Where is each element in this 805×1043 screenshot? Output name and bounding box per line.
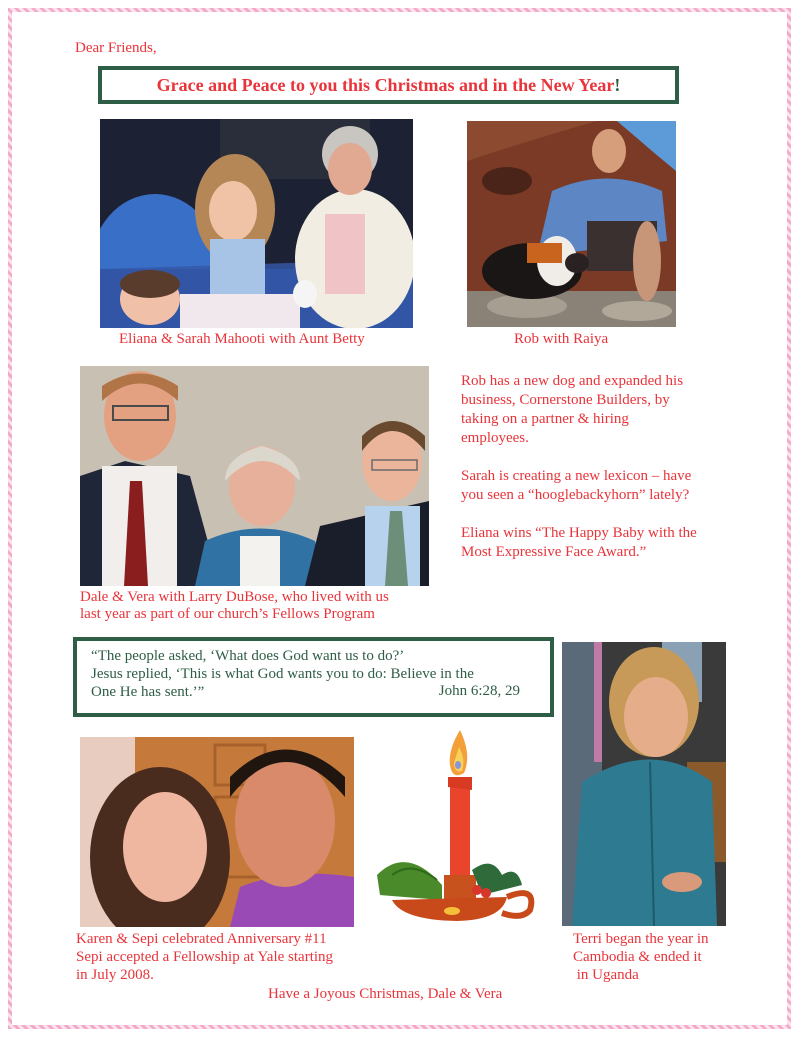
verse-line-3: One He has sent.’”	[91, 684, 205, 700]
caption-rob-raiya: Rob with Raiya	[514, 331, 609, 347]
photo-eliana-sarah-betty	[100, 119, 413, 328]
candle-icon	[372, 725, 537, 925]
photo-karen-sepi	[80, 737, 354, 927]
caption-dale-vera-larry-2: last year as part of our church’s Fellows Program	[80, 606, 375, 622]
caption-dale-vera-larry-1: Dale & Vera with Larry DuBose, who lived with us	[80, 589, 389, 605]
closing-signature: Have a Joyous Christmas, Dale & Vera	[268, 986, 503, 1002]
verse-reference: John 6:28, 29	[438, 683, 520, 699]
news-eliana: Eliana wins “The Happy Baby with the Most Expressive Face Award.”	[461, 525, 697, 560]
caption-karen-sepi-2: Sepi accepted a Fellowship at Yale starting	[76, 949, 334, 965]
banner-punct: !	[614, 74, 621, 95]
caption-karen-sepi-1: Karen & Sepi celebrated Anniversary #11	[76, 931, 327, 947]
greeting: Dear Friends,	[75, 40, 157, 56]
scripture-verse-box	[73, 637, 554, 717]
family-news	[461, 372, 761, 581]
news-rob: Rob has a new dog and expanded his business, Cornerstone Builders, by taking on a partner & hiring employees.	[461, 373, 684, 446]
caption-terri-2: Cambodia & ended it	[573, 949, 702, 965]
caption-karen-sepi-3: in July 2008.	[76, 967, 154, 983]
photo-dale-vera-larry	[80, 366, 429, 586]
caption-terri-1: Terri began the year in	[573, 931, 709, 947]
caption-terri-3: in Uganda	[573, 967, 639, 983]
verse-line-1: “The people asked, ‘What does God want us to do?’	[91, 648, 405, 664]
banner	[98, 66, 679, 104]
verse-line-2: Jesus replied, ‘This is what God wants you to do: Believe in the	[91, 666, 474, 682]
photo-rob-raiya	[467, 121, 676, 327]
caption-eliana-sarah-betty: Eliana & Sarah Mahooti with Aunt Betty	[119, 331, 365, 347]
banner-text: Grace and Peace to you this Christmas and in the New Year	[156, 74, 615, 95]
news-sarah: Sarah is creating a new lexicon – have you seen a “hooglebackyhorn” lately?	[461, 468, 692, 503]
photo-terri	[562, 642, 726, 926]
